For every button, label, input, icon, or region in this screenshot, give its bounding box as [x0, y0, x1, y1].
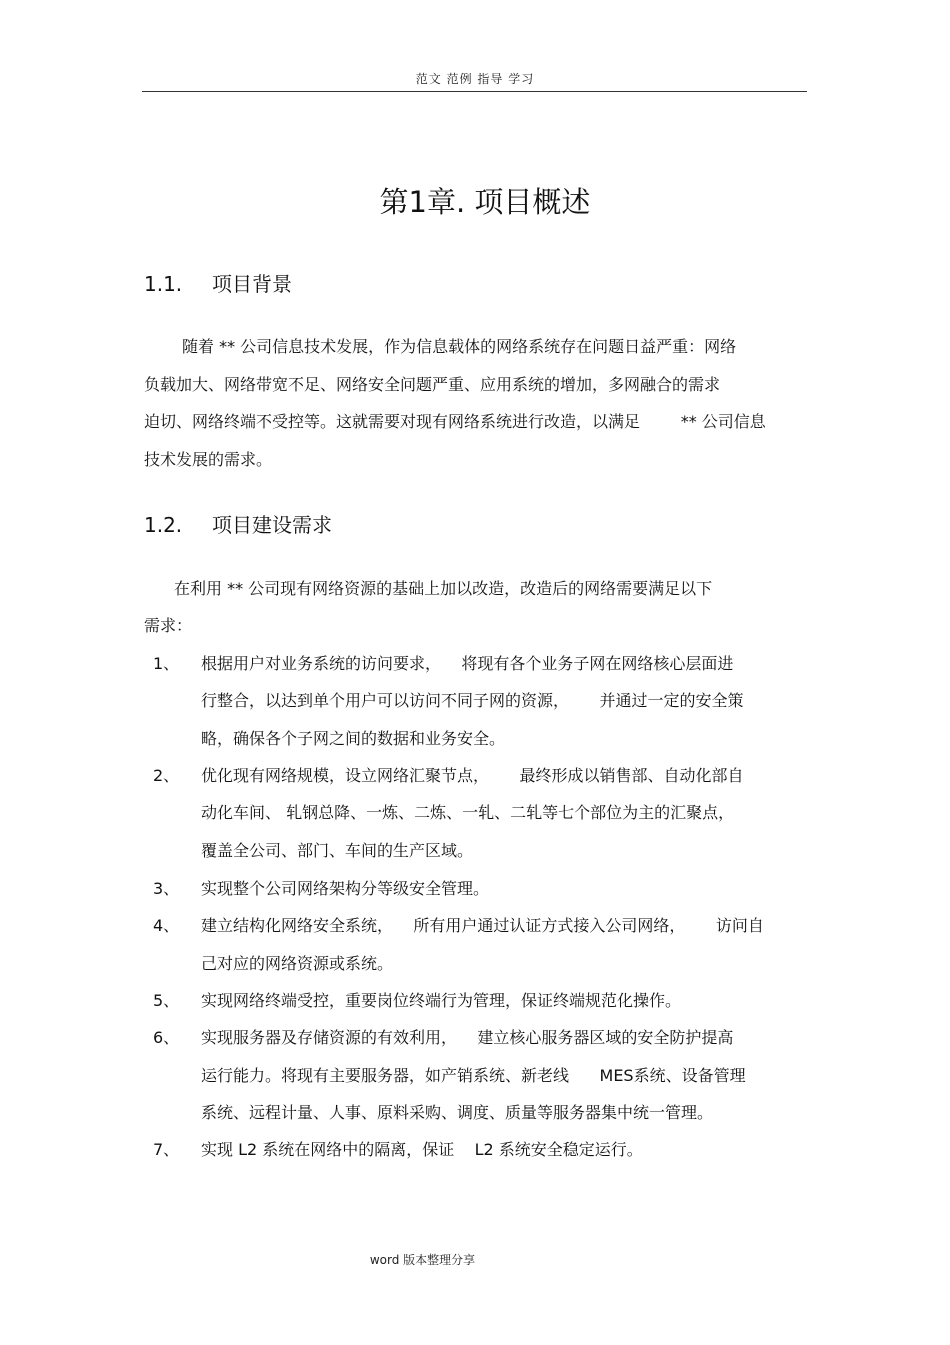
section-number: 1.2.: [144, 513, 183, 537]
section-title: 项目建设需求: [212, 513, 332, 537]
paragraph-line: 迫切、网络终端不受控等。这就需要对现有网络系统进行改造，以满足 ** 公司信息: [144, 412, 766, 431]
chapter-title: 第1章. 项目概述: [379, 185, 591, 219]
list-item-line: 覆盖全公司、部门、车间的生产区域。: [201, 841, 474, 860]
paragraph-line: 负载加大、网络带宽不足、网络安全问题严重、应用系统的增加，多网融合的需求: [144, 375, 721, 394]
list-item-line: 动化车间、 轧钢总降、一炼、二炼、一轧、二轧等七个部位为主的汇聚点，: [201, 803, 735, 822]
list-item-line: 系统、远程计量、人事、原料采购、调度、质量等服务器集中统一管理。: [201, 1103, 714, 1122]
list-item-line: 实现网络终端受控，重要岗位终端行为管理，保证终端规范化操作。: [201, 991, 682, 1010]
list-item-number: 1、: [153, 654, 180, 673]
paragraph-line: 在利用 ** 公司现有网络资源的基础上加以改造，改造后的网络需要满足以下: [174, 579, 713, 598]
list-item-line: 建立结构化网络安全系统， 所有用户通过认证方式接入公司网络， 访问自: [201, 916, 764, 935]
list-item-number: 6、: [153, 1028, 180, 1047]
page-footer: word 版本整理分享: [369, 1253, 476, 1267]
section-heading-1-1: [144, 268, 292, 297]
list-item-line: 己对应的网络资源或系统。: [201, 954, 394, 973]
paragraph-line: 随着 ** 公司信息技术发展，作为信息载体的网络系统存在问题日益严重：网络: [182, 337, 737, 356]
list-item-line: 行整合，以达到单个用户可以访问不同子网的资源， 并通过一定的安全策: [201, 691, 744, 710]
list-item-line: 实现整个公司网络架构分等级安全管理。: [201, 879, 490, 898]
list-item-line: 运行能力。将现有主要服务器，如产销系统、新老线 MES系统、设备管理: [201, 1066, 746, 1085]
paragraph-line: 需求：: [144, 616, 193, 635]
page-header: 范文 范例 指导 学习: [415, 72, 535, 86]
list-item-line: 实现 L2 系统在网络中的隔离，保证 L2 系统安全稳定运行。: [201, 1140, 643, 1159]
list-item-number: 3、: [153, 879, 180, 898]
section-heading-1-2: [144, 509, 332, 538]
list-item-line: 略，确保各个子网之间的数据和业务安全。: [201, 729, 506, 748]
section-title: 项目背景: [212, 272, 292, 296]
header-rule: [142, 91, 807, 92]
list-item-line: 实现服务器及存储资源的有效利用， 建立核心服务器区域的安全防护提高: [201, 1028, 734, 1047]
list-item-number: 5、: [153, 991, 180, 1010]
list-item-number: 4、: [153, 916, 180, 935]
list-item-number: 2、: [153, 766, 180, 785]
paragraph-line: 技术发展的需求。: [144, 450, 273, 469]
list-item-line: 根据用户对业务系统的访问要求， 将现有各个业务子网在网络核心层面进: [201, 654, 734, 673]
list-item-line: 优化现有网络规模，设立网络汇聚节点， 最终形成以销售部、自动化部自: [201, 766, 744, 785]
section-number: 1.1.: [144, 272, 183, 296]
list-item-number: 7、: [153, 1140, 180, 1159]
